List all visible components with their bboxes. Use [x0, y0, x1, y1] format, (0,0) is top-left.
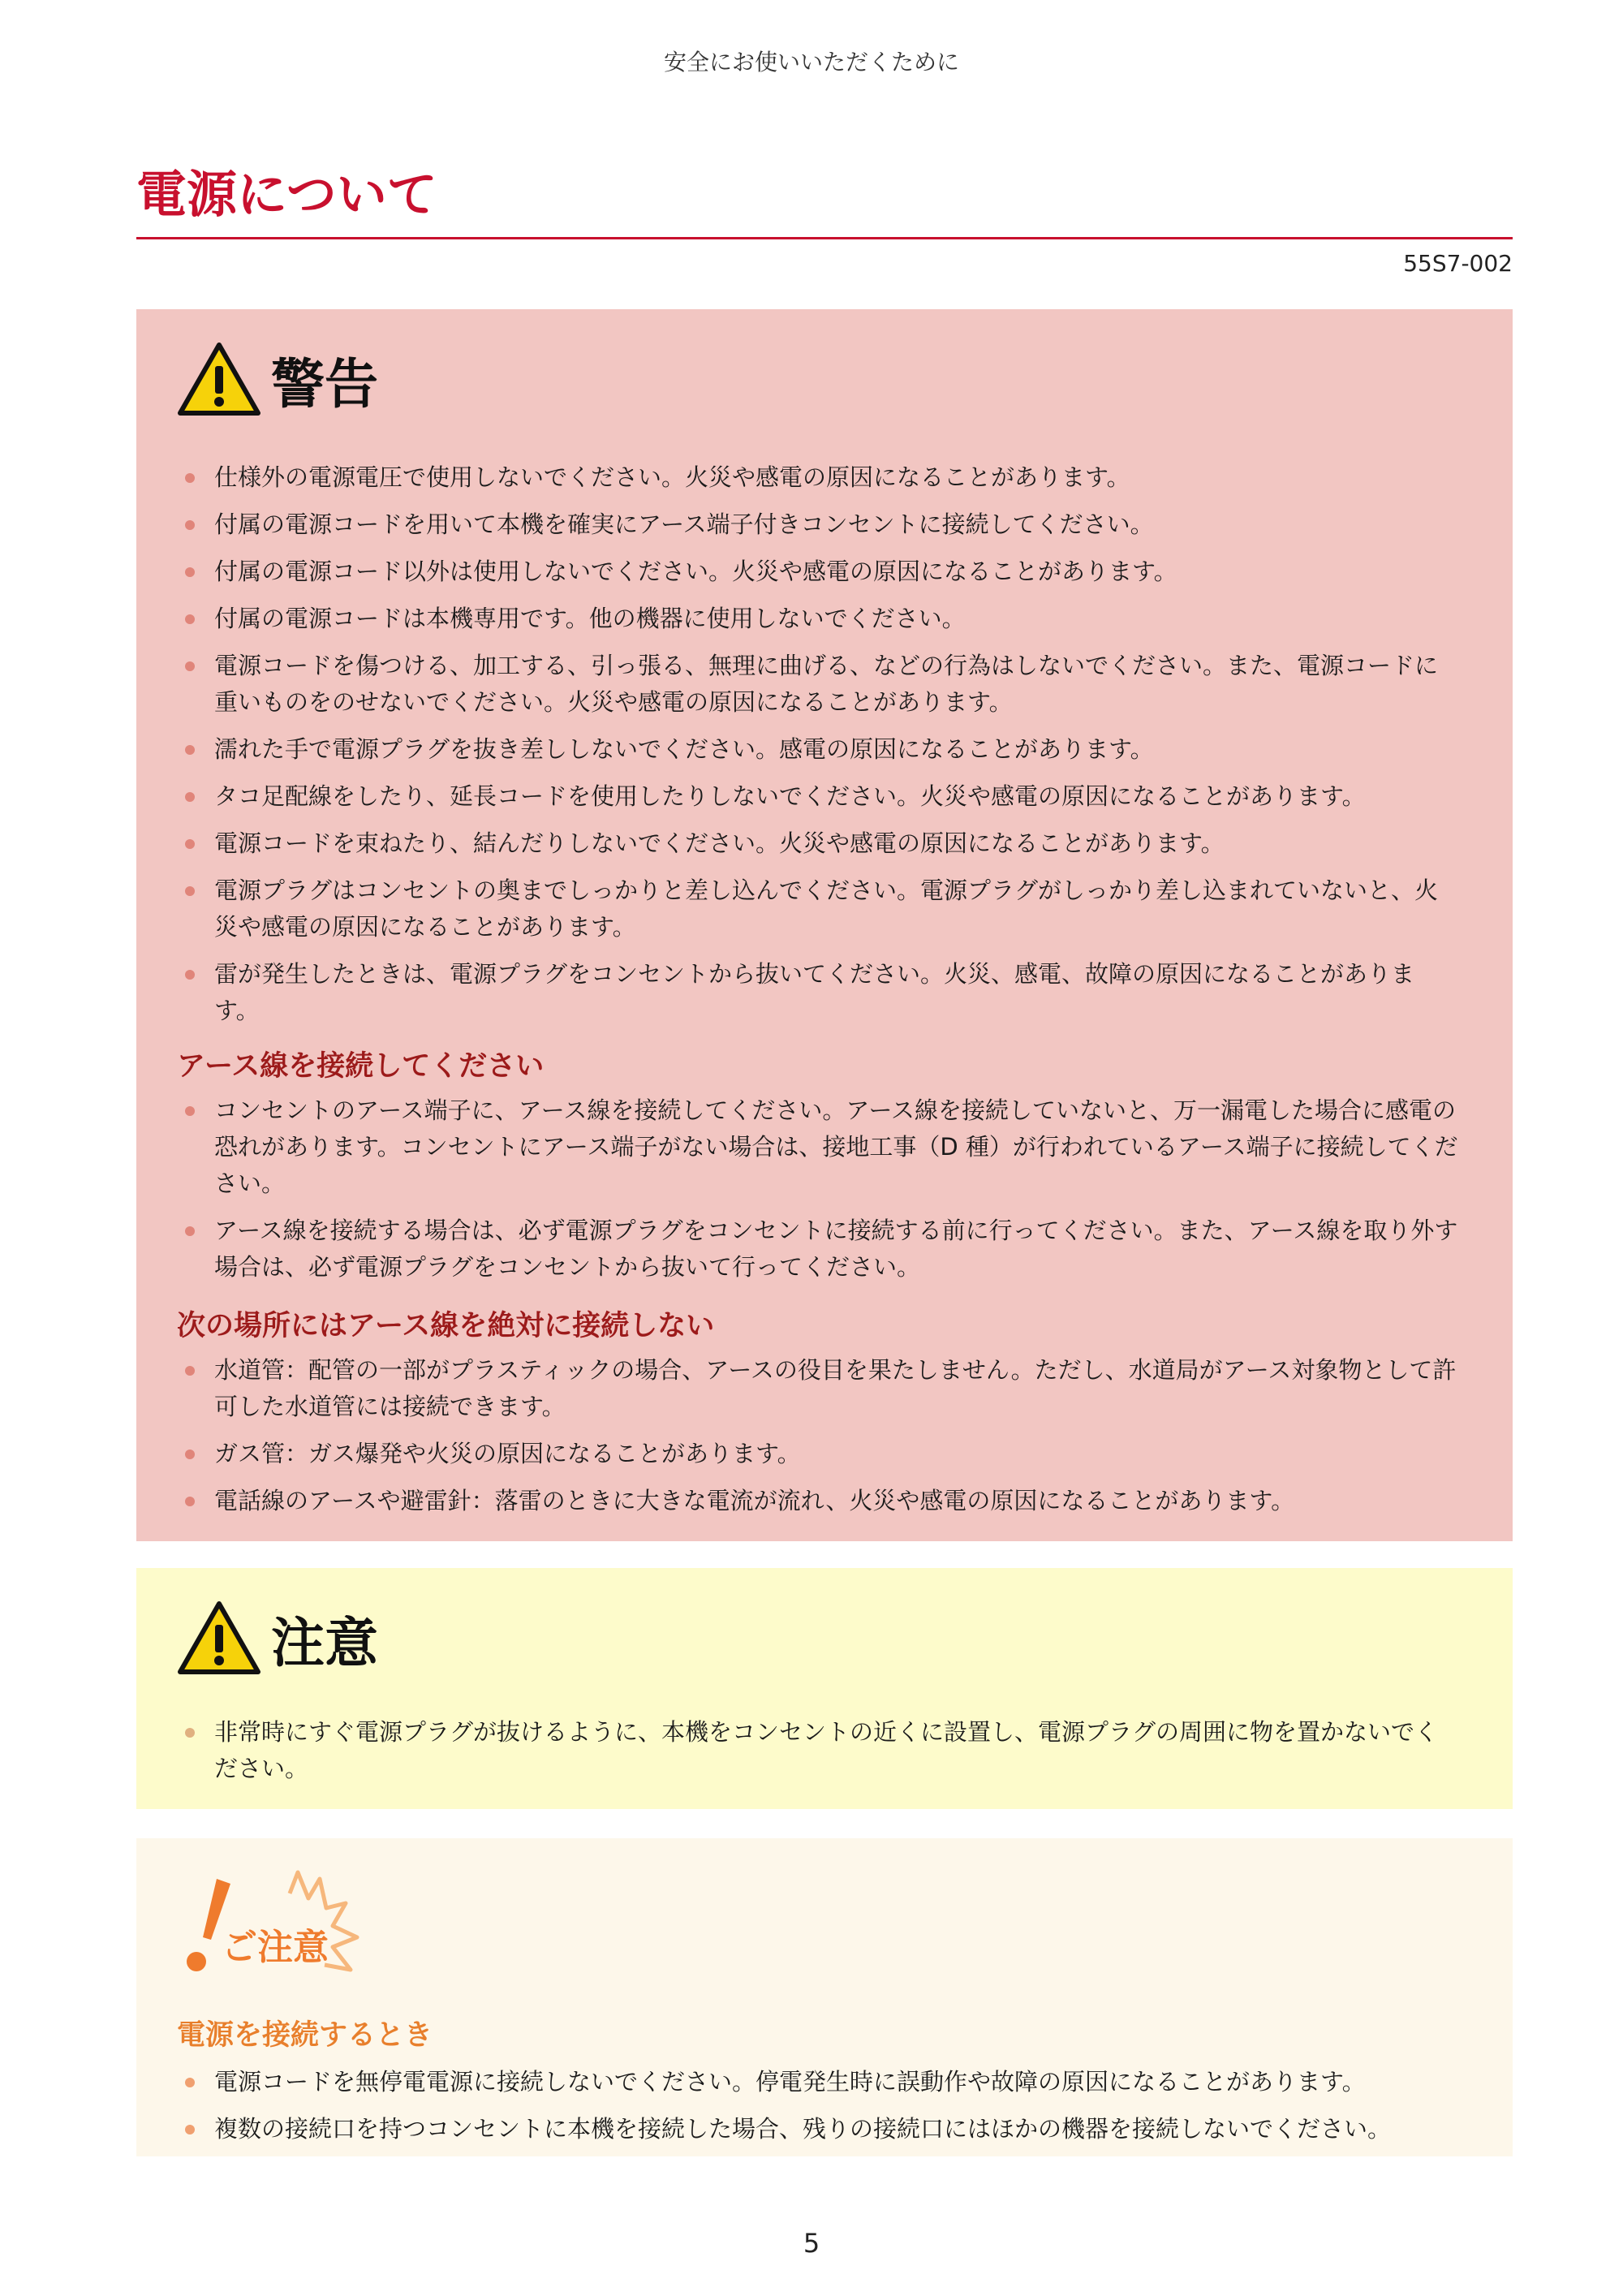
earth-connect-heading: アース線を接続してください	[177, 1050, 545, 1083]
list-item: 電源コードを傷つける、加工する、引っ張る、無理に曲げる、などの行為はしないでください。また、電源コードに重いものをのせないでください。火災や感電の原因になることがあります。	[177, 648, 1459, 721]
earth-prohibited-list	[177, 1352, 1459, 1530]
title-rule	[136, 237, 1513, 239]
caution-label: 注意	[271, 1611, 378, 1674]
warning-label: 警告	[271, 352, 378, 416]
list-item: 複数の接続口を持つコンセントに本機を接続した場合、残りの接続口にはほかの機器を接続しないでください。	[177, 2111, 1459, 2147]
list-item: 濡れた手で電源プラグを抜き差ししないでください。感電の原因になることがあります。	[177, 731, 1459, 768]
list-item: 付属の電源コード以外は使用しないでください。火災や感電の原因になることがあります。	[177, 554, 1459, 590]
document-code: 55S7-002	[1403, 250, 1513, 277]
page-number: 5	[803, 2228, 820, 2259]
caution-heading	[177, 1597, 378, 1678]
warning-heading	[177, 338, 378, 420]
earth-connect-list	[177, 1092, 1459, 1296]
list-item: タコ足配線をしたり、延長コードを使用したりしないでください。火災や感電の原因になることがあります。	[177, 778, 1459, 815]
caution-list	[177, 1714, 1459, 1798]
list-item: 電源コードを束ねたり、結んだりしないでください。火災や感電の原因になることがあります。	[177, 825, 1459, 862]
list-item: 付属の電源コードは本機専用です。他の機器に使用しないでください。	[177, 601, 1459, 637]
list-item: コンセントのアース端子に、アース線を接続してください。アース線を接続していないと、万一漏電した場合に感電の恐れがあります。コンセントにアース端子がない場合は、接地工事（D 種）が行われているアース端子に接続してください。	[177, 1092, 1459, 1202]
list-item: アース線を接続する場合は、必ず電源プラグをコンセントに接続する前に行ってください。また、アース線を取り外す場合は、必ず電源プラグをコンセントから抜いて行ってください。	[177, 1213, 1459, 1286]
list-item: 電源プラグはコンセントの奥までしっかりと差し込んでください。電源プラグがしっかり差し込まれていないと、火災や感電の原因になることがあります。	[177, 872, 1459, 946]
notice-heading: 電源を接続するとき	[177, 2019, 433, 2052]
notice-label: ご注意	[222, 1927, 329, 1968]
warning-panel	[136, 309, 1513, 1541]
list-item: 付属の電源コードを用いて本機を確実にアース端子付きコンセントに接続してください。	[177, 506, 1459, 543]
warning-triangle-icon	[177, 1600, 261, 1675]
page-title: 電源について	[136, 165, 437, 224]
title-block	[136, 162, 1513, 239]
list-item: 非常時にすぐ電源プラグが抜けるように、本機をコンセントの近くに設置し、電源プラグの周囲に物を置かないでください。	[177, 1714, 1459, 1787]
warning-triangle-icon	[177, 342, 261, 416]
earth-prohibited-heading: 次の場所にはアース線を絶対に接続しない	[177, 1310, 715, 1342]
list-item: ガス管：ガス爆発や火災の原因になることがあります。	[177, 1436, 1459, 1472]
list-item: 雷が発生したときは、電源プラグをコンセントから抜いてください。火災、感電、故障の原因になることがあります。	[177, 956, 1459, 1029]
list-item: 仕様外の電源電圧で使用しないでください。火災や感電の原因になることがあります。	[177, 459, 1459, 496]
list-item: 電源コードを無停電電源に接続しないでください。停電発生時に誤動作や故障の原因になることがあります。	[177, 2064, 1459, 2100]
running-header: 安全にお使いいただくために	[663, 49, 959, 75]
warning-list	[177, 459, 1459, 1040]
list-item: 電話線のアースや避雷針：落雷のときに大きな電流が流れ、火災や感電の原因になることがあります。	[177, 1483, 1459, 1519]
list-item: 水道管：配管の一部がプラスティックの場合、アースの役目を果たしません。ただし、水道局がアース対象物として許可した水道管には接続できます。	[177, 1352, 1459, 1425]
caution-panel	[136, 1568, 1513, 1809]
notice-panel	[136, 1838, 1513, 2156]
notice-list	[177, 2064, 1459, 2158]
